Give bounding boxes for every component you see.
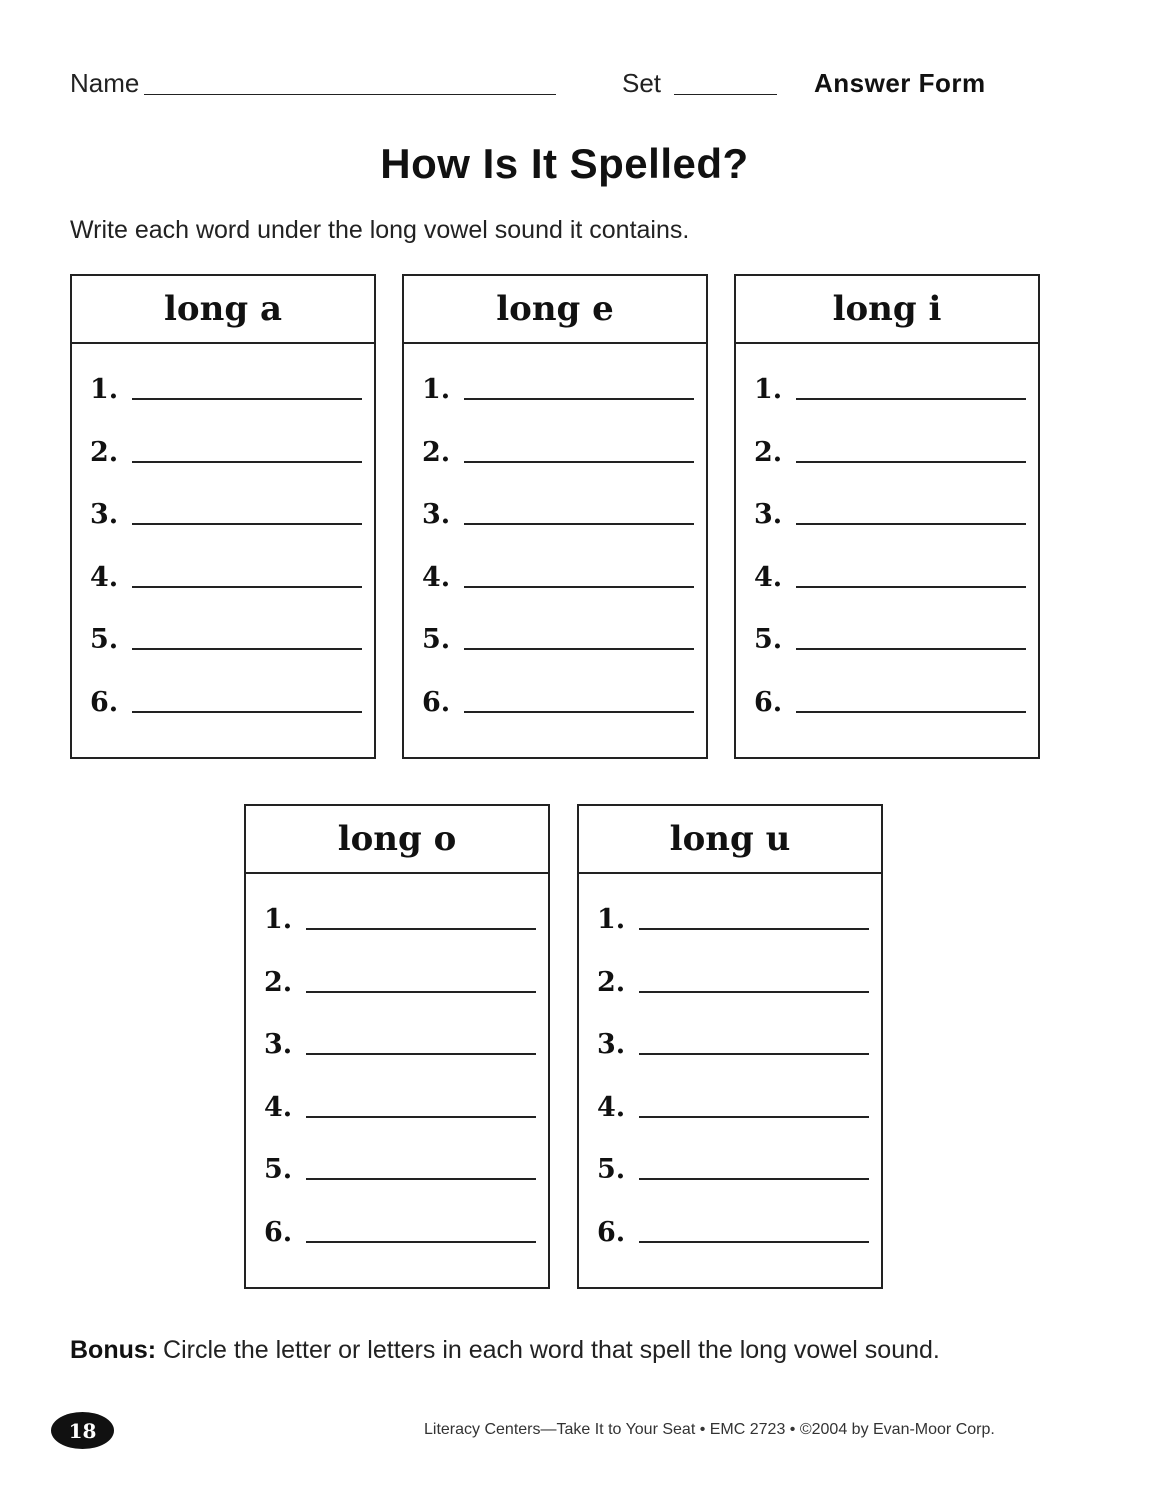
- answer-line[interactable]: [464, 398, 694, 400]
- answer-row: [404, 687, 706, 750]
- row-number: 2.: [264, 966, 293, 998]
- answer-row: [72, 374, 374, 437]
- row-number: 4.: [90, 561, 119, 593]
- answer-line[interactable]: [796, 461, 1026, 463]
- answer-row: [736, 499, 1038, 562]
- box-heading: long e: [404, 276, 706, 344]
- answer-line[interactable]: [796, 648, 1026, 650]
- row-number: 2.: [754, 436, 783, 468]
- answer-line[interactable]: [306, 1116, 536, 1118]
- answer-line[interactable]: [464, 523, 694, 525]
- row-number: 5.: [90, 624, 119, 655]
- instructions: Write each word under the long vowel sound it contains.: [70, 216, 690, 244]
- answer-row: [404, 562, 706, 625]
- answer-line[interactable]: [132, 648, 362, 650]
- row-number: 6.: [422, 686, 451, 718]
- answer-row: [404, 374, 706, 437]
- answer-form-label: Answer Form: [814, 68, 986, 98]
- row-number: 2.: [90, 436, 119, 468]
- row-number: 1.: [422, 374, 451, 405]
- answer-row: [246, 1154, 548, 1217]
- footer-credit: Literacy Centers—Take It to Your Seat • EMC 2723 • ©2004 by Evan-Moor Corp.: [424, 1421, 995, 1438]
- row-number: 3.: [597, 1029, 626, 1060]
- answer-line[interactable]: [639, 928, 869, 930]
- answer-line[interactable]: [639, 1053, 869, 1055]
- box-heading: long o: [246, 806, 548, 874]
- row-number: 1.: [597, 904, 626, 935]
- answer-row: [736, 562, 1038, 625]
- name-field[interactable]: [144, 94, 556, 95]
- answer-line[interactable]: [132, 523, 362, 525]
- answer-row: [72, 687, 374, 750]
- answer-line[interactable]: [464, 711, 694, 713]
- answer-row: [72, 437, 374, 500]
- vowel-box-long-e: [402, 274, 708, 759]
- bonus-instructions: [70, 1336, 940, 1365]
- answer-row: [736, 624, 1038, 687]
- row-number: 4.: [754, 561, 783, 593]
- row-number: 3.: [264, 1029, 293, 1060]
- answer-line[interactable]: [306, 1241, 536, 1243]
- answer-line[interactable]: [306, 928, 536, 930]
- box-heading: long i: [736, 276, 1038, 344]
- set-field[interactable]: [674, 94, 777, 95]
- row-number: 5.: [754, 624, 783, 655]
- answer-row: [736, 687, 1038, 750]
- answer-row: [579, 904, 881, 967]
- row-number: 1.: [264, 904, 293, 935]
- vowel-box-long-i: [734, 274, 1040, 759]
- row-number: 5.: [264, 1154, 293, 1185]
- set-label: Set: [622, 68, 662, 98]
- answer-line[interactable]: [306, 1053, 536, 1055]
- answer-row: [246, 1092, 548, 1155]
- page-title: How Is It Spelled?: [380, 140, 749, 187]
- answer-line[interactable]: [306, 991, 536, 993]
- answer-row: [246, 1217, 548, 1280]
- answer-line[interactable]: [796, 398, 1026, 400]
- row-number: 2.: [597, 966, 626, 998]
- answer-line[interactable]: [464, 461, 694, 463]
- answer-line[interactable]: [132, 398, 362, 400]
- box-heading: long a: [72, 276, 374, 344]
- row-number: 1.: [90, 374, 119, 405]
- answer-row: [579, 1092, 881, 1155]
- row-number: 1.: [754, 374, 783, 405]
- answer-row: [72, 562, 374, 625]
- answer-row: [246, 1029, 548, 1092]
- row-number: 3.: [90, 499, 119, 530]
- bonus-label: Bonus:: [70, 1336, 157, 1364]
- answer-row: [579, 1029, 881, 1092]
- answer-row: [72, 499, 374, 562]
- row-number: 4.: [264, 1091, 293, 1123]
- header-row: [70, 68, 1030, 100]
- row-number: 3.: [754, 499, 783, 530]
- answer-line[interactable]: [796, 586, 1026, 588]
- answer-line[interactable]: [639, 1116, 869, 1118]
- row-number: 5.: [597, 1154, 626, 1185]
- row-number: 4.: [597, 1091, 626, 1123]
- answer-row: [579, 967, 881, 1030]
- answer-line[interactable]: [132, 461, 362, 463]
- answer-row: [579, 1154, 881, 1217]
- answer-row: [736, 437, 1038, 500]
- page-number-badge: 18: [51, 1412, 114, 1449]
- row-number: 6.: [264, 1216, 293, 1248]
- answer-row: [579, 1217, 881, 1280]
- row-number: 5.: [422, 624, 451, 655]
- row-number: 6.: [754, 686, 783, 718]
- row-number: 6.: [597, 1216, 626, 1248]
- answer-row: [404, 437, 706, 500]
- answer-row: [246, 904, 548, 967]
- answer-row: [246, 967, 548, 1030]
- row-number: 2.: [422, 436, 451, 468]
- row-number: 4.: [422, 561, 451, 593]
- answer-row: [736, 374, 1038, 437]
- answer-row: [404, 499, 706, 562]
- answer-line[interactable]: [132, 711, 362, 713]
- answer-line[interactable]: [796, 711, 1026, 713]
- answer-line[interactable]: [639, 1178, 869, 1180]
- bonus-text: Circle the letter or letters in each word that spell the long vowel sound.: [156, 1336, 940, 1364]
- answer-line[interactable]: [464, 586, 694, 588]
- name-label: Name: [70, 68, 140, 98]
- answer-line[interactable]: [639, 991, 869, 993]
- row-number: 6.: [90, 686, 119, 718]
- answer-row: [72, 624, 374, 687]
- vowel-box-long-u: [577, 804, 883, 1289]
- vowel-box-long-o: [244, 804, 550, 1289]
- answer-line[interactable]: [639, 1241, 869, 1243]
- box-heading: long u: [579, 806, 881, 874]
- answer-row: [404, 624, 706, 687]
- answer-line[interactable]: [306, 1178, 536, 1180]
- answer-line[interactable]: [464, 648, 694, 650]
- vowel-box-long-a: [70, 274, 376, 759]
- answer-line[interactable]: [796, 523, 1026, 525]
- answer-line[interactable]: [132, 586, 362, 588]
- row-number: 3.: [422, 499, 451, 530]
